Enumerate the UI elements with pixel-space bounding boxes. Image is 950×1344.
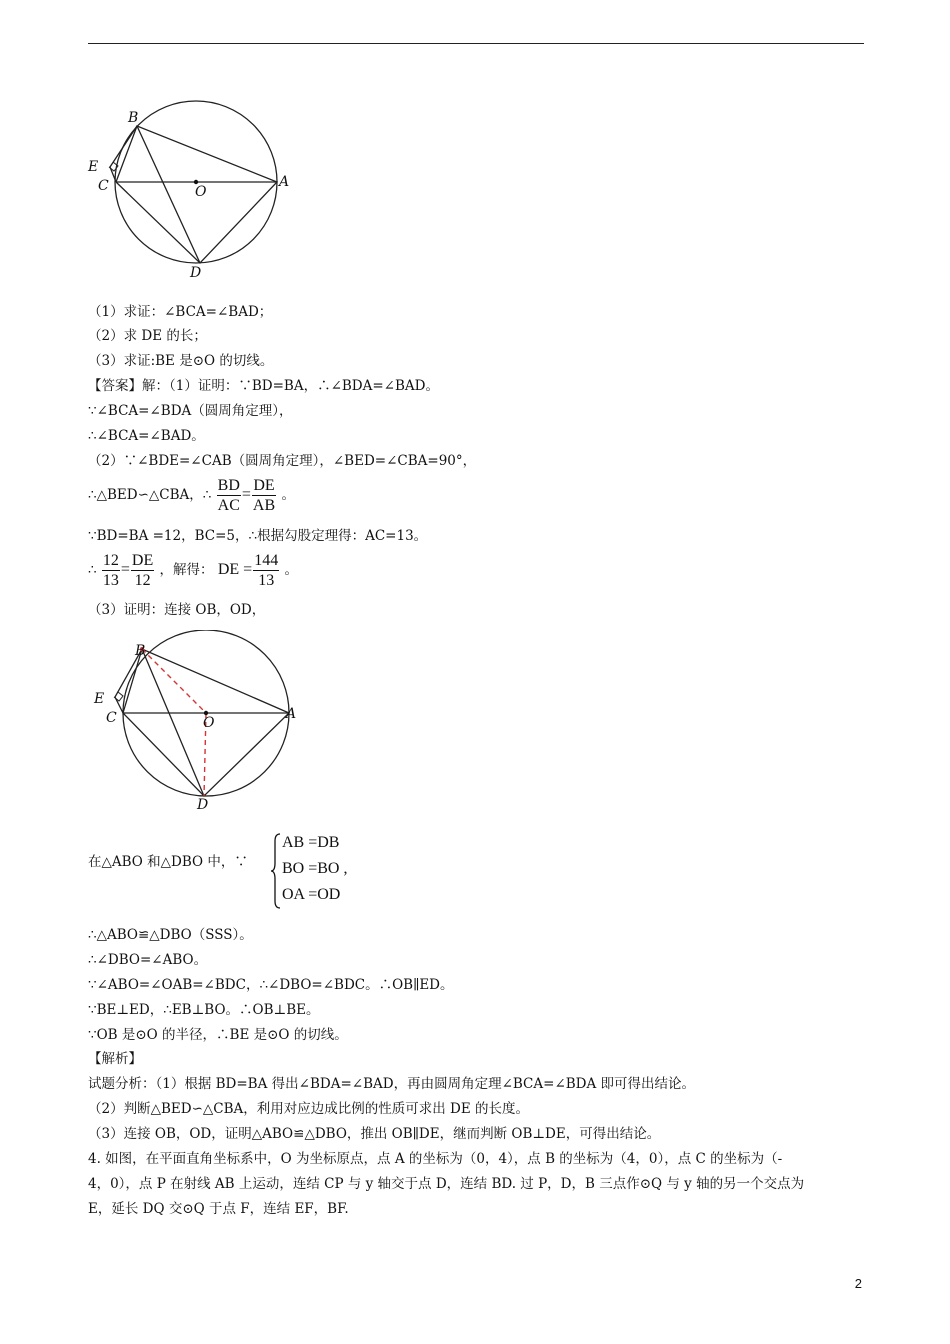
analysis-heading: 【解析】 xyxy=(88,1051,142,1067)
analysis-line-2: （2）判断△BED∽△CBA，利用对应边成比例的性质可求出 DE 的长度。 xyxy=(88,1101,530,1117)
answer-line-5: ∴△BED∽△CBA，∴ $\frac{BD}{AC}$ = $\frac{DE}{AB}$ 。 xyxy=(88,477,295,514)
page-number: 2 xyxy=(854,1276,862,1291)
label-A: A xyxy=(286,706,297,722)
header-rule xyxy=(88,43,864,44)
fraction-144-13: $\frac{144}{13}$ xyxy=(254,552,279,589)
label-E: E xyxy=(94,691,105,707)
label-E: E xyxy=(88,159,99,175)
label-C: C xyxy=(98,178,109,194)
analysis-line-3: （3）连接 OB，OD，证明△ABO≌△DBO，推出 OB∥DE，继而判断 OB⊥DE，可得出结论。 xyxy=(88,1126,661,1142)
problem4-line-2: 4，0），点 P 在射线 AB 上运动，连结 CP 与 y 轴交于点 D，连结 BD. 过 P，D，B 三点作⊙Q 与 y 轴的另一个交点为 xyxy=(88,1176,805,1192)
label-C: C xyxy=(106,710,117,726)
answer-line-12: ∵∠ABO=∠OAB=∠BDC，∴∠DBO=∠BDC。∴OB∥ED。 xyxy=(88,977,454,993)
label-O: O xyxy=(203,715,215,731)
fraction-de-12: $\frac{DE}{12}$ xyxy=(131,552,154,589)
answer-line-13: ∵BE⊥ED，∴EB⊥BO。∴OB⊥BE。 xyxy=(88,1002,320,1018)
answer-line-1: 【答案】解：（1）证明：∵BD=BA，∴∠BDA=∠BAD。 xyxy=(88,378,439,394)
answer-line-14: ∵OB 是⊙O 的半径，∴BE 是⊙O 的切线。 xyxy=(88,1027,348,1043)
system-row-2: BO =BO , xyxy=(282,860,348,877)
label-O: O xyxy=(195,184,207,200)
label-A: A xyxy=(279,174,290,190)
answer-line-11: ∴∠DBO=∠ABO。 xyxy=(88,952,208,968)
label-B: B xyxy=(135,643,146,659)
answer-line-10: ∴△ABO≌△DBO（SSS）。 xyxy=(88,927,253,943)
analysis-line-1: 试题分析：（1）根据 BD=BA 得出∠BDA=∠BAD，再由圆周角定理∠BCA=∠BDA 即可得出结论。 xyxy=(88,1076,696,1092)
left-brace xyxy=(270,833,282,909)
answer-line-3: ∴∠BCA=∠BAD。 xyxy=(88,428,205,444)
answer-line-4: （2）∵∠BDE=∠CAB（圆周角定理），∠BED=∠CBA=90°， xyxy=(88,453,477,469)
problem4-line-3: E，延长 DQ 交⊙Q 于点 F，连结 EF，BF. xyxy=(88,1201,349,1217)
fraction-bd-ac: $\frac{BD}{AC}$ xyxy=(217,477,240,514)
system-row-3: OA =OD xyxy=(282,886,341,903)
problem4-line-1: 4. 如图，在平面直角坐标系中，O 为坐标原点，点 A 的坐标为（0，4），点 B 的坐标为（4，0），点 C 的坐标为（- xyxy=(88,1151,783,1167)
geometry-figure-2 xyxy=(88,630,308,820)
answer-line-2: ∵∠BCA=∠BDA（圆周角定理）， xyxy=(88,403,293,419)
question-1: （1）求证：∠BCA=∠BAD； xyxy=(88,304,273,320)
answer-line-8: （3）证明：连接 OB，OD， xyxy=(88,602,266,618)
equation-system xyxy=(270,830,347,908)
label-B: B xyxy=(128,110,139,126)
answer-line-7: ∴ $\frac{12}{13}$ = $\frac{DE}{12}$ ，解得： DE = $\frac{144}{13}$ 。 xyxy=(88,552,298,589)
label-D: D xyxy=(190,265,202,281)
answer-line-9: 在△ABO 和△DBO 中，∵ xyxy=(88,854,248,870)
label-D: D xyxy=(197,797,209,813)
fraction-12-13: $\frac{12}{13}$ xyxy=(102,552,119,589)
answer-line-6: ∵BD=BA =12，BC=5，∴根据勾股定理得：AC=13。 xyxy=(88,528,428,544)
question-3: （3）求证:BE 是⊙O 的切线。 xyxy=(88,353,274,369)
system-row-1: AB =DB xyxy=(282,834,340,851)
question-2: （2）求 DE 的长； xyxy=(88,328,207,344)
geometry-figure-1 xyxy=(80,95,300,285)
fraction-de-ab: $\frac{DE}{AB}$ xyxy=(252,477,276,514)
